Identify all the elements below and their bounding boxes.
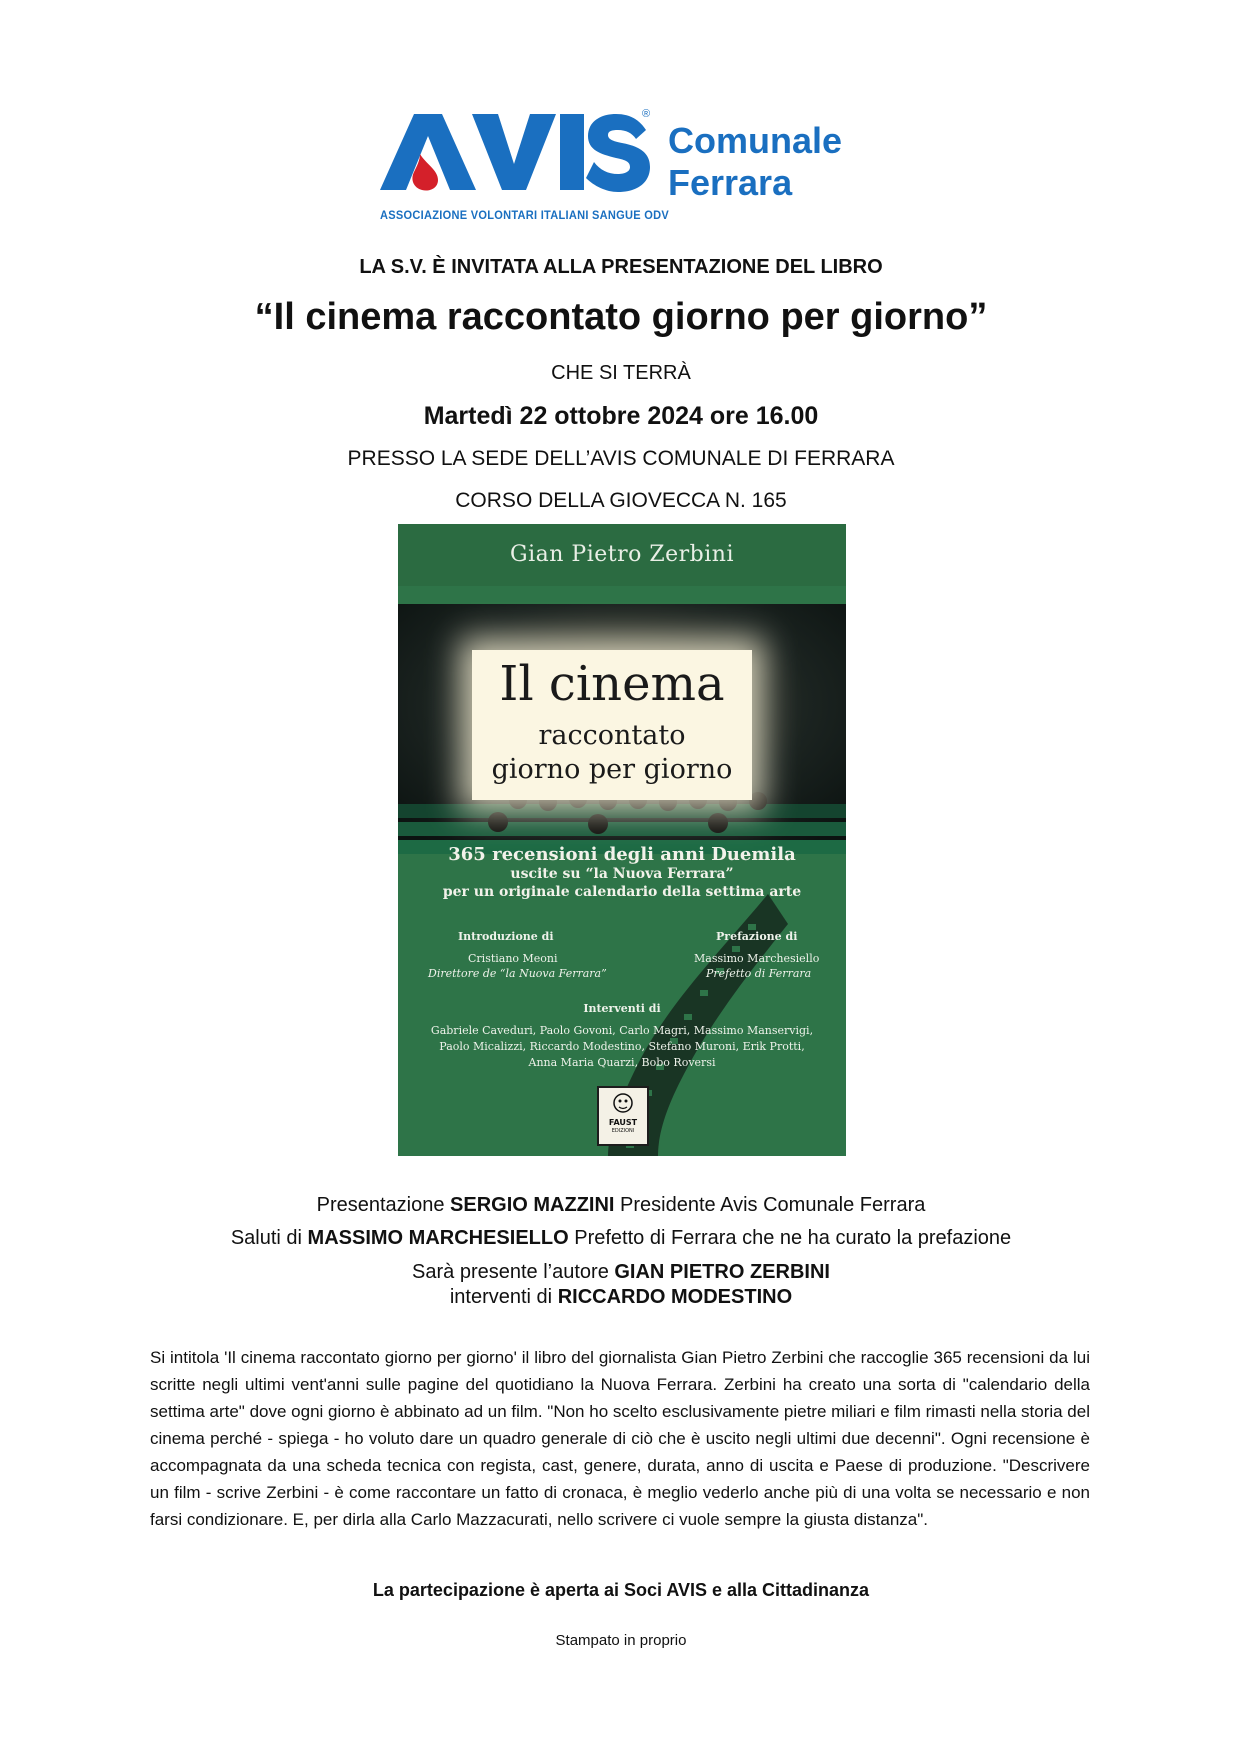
credit-person: MASSIMO MARCHESIELLO [307,1227,569,1249]
cinema-scene [398,604,846,854]
brand-org-name [668,120,842,204]
seat-row [398,804,846,818]
credit-autore [0,1261,1242,1284]
footer-note: Stampato in proprio [555,1632,687,1649]
avis-letter-i [560,114,584,190]
intro-label: Introduzione di [458,930,554,943]
credit-person: SERGIO MAZZINI [450,1194,615,1216]
credit-text: Saluti di [230,1227,308,1249]
preface-name: Massimo Marchesiello [694,952,820,965]
preface-role: Prefetto di Ferrara [706,967,812,980]
brand-fullname: ASSOCIAZIONE VOLONTARI ITALIANI SANGUE ODV [380,208,670,222]
interventi-line3: Anna Maria Quarzi, Bobo Roversi [528,1056,716,1069]
credit-text: Sarà presente l’autore [412,1261,615,1283]
interventi-line1: Gabriele Caveduri, Paolo Govoni, Carlo Magri, Massimo Manservigi, [430,1024,814,1037]
preface-label: Prefazione di [716,930,798,943]
brand-line1: Comunale [668,120,843,161]
interventi-label: Interventi di [583,1002,661,1015]
cover-subtitle2: uscite su “la Nuova Ferrara” [510,866,734,882]
credit-saluti [0,1227,1242,1250]
brand-line2: Ferrara [668,162,793,203]
closing-line: La partecipazione è aperta ai Soci AVIS e alla Cittadinanza [372,1580,870,1600]
publisher-logo [597,1086,649,1146]
avis-letter-s [586,114,650,192]
credit-text: Prefetto di Ferrara che ne ha curato la prefazione [568,1227,1012,1249]
registered-mark: ® [642,108,651,120]
interventi-line2: Paolo Micalizzi, Riccardo Modestino, Stefano Muroni, Erik Protti, [439,1040,805,1053]
che-si-terra: CHE SI TERRÀ [551,362,691,384]
credit-text: Presentazione [316,1194,451,1216]
seat-row [398,822,846,836]
cover-title-line3: giorno per giorno [491,754,733,785]
avis-letter-v [472,114,556,190]
event-address: CORSO DELLA GIOVECCA N. 165 [455,489,787,512]
publisher-name: FAUST [608,1118,638,1127]
invite-line: LA S.V. È INVITATA ALLA PRESENTAZIONE DEL LIBRO [359,256,883,278]
credit-presentazione [0,1194,1242,1217]
credit-person: GIAN PIETRO ZERBINI [614,1261,830,1283]
credit-text: Presidente Avis Comunale Ferrara [614,1194,926,1216]
book-title: “Il cinema raccontato giorno per giorno” [254,296,988,338]
intro-role: Direttore de “la Nuova Ferrara” [428,967,607,980]
credit-interventi [0,1286,1242,1309]
cover-subtitle1: 365 recensioni degli anni Duemila [448,844,796,865]
intro-name: Cristiano Meoni [468,952,558,965]
faust-mask-icon [599,1088,647,1118]
publisher-sub: EDIZIONI [611,1128,635,1134]
cinema-screen [472,650,752,800]
cover-title-line2: raccontato [538,720,686,751]
avis-logo [380,108,900,232]
credit-person: RICCARDO MODESTINO [557,1286,793,1308]
avis-logo-mark [380,112,650,192]
book-cover [398,524,846,1156]
event-date: Martedì 22 ottobre 2024 ore 16.00 [423,402,819,430]
credit-text: interventi di [449,1286,558,1308]
cover-author: Gian Pietro Zerbini [510,542,734,567]
description-paragraph: Si intitola 'Il cinema raccontato giorno per giorno' il libro del giornalista Gian Pietro Zerbini che raccoglie 365 recensioni da lui scritte negli ultimi vent'anni sulle pagine del quotidiano la Nuova Ferrara. Zerbini ha creato una sorta di "calendario della settima arte" dove ogni giorno è abbinato ad un film. "Non ho scelto esclusivamente pietre miliari e film rimasti nella storia del cinema perché - spiega - ho voluto dare un quadro generale di ciò che è uscito negli ultimi due decenni". Ogni recensione è accompagnata da una scheda tecnica con regista, cast, genere, durata, anno di uscita e Paese di produzione. "Descrivere un film - scrive Zerbini - è come raccontare un fatto di cronaca, è meglio vederlo anche più di una volta se necessario e non farsi condizionare. E, per dirla alla Carlo Mazzacurati, nello scrivere ci vuole sempre la giusta distanza". [150,1348,1090,1529]
event-place: PRESSO LA SEDE DELL’AVIS COMUNALE DI FERRARA [347,447,895,470]
cover-subtitle3: per un originale calendario della settima arte [442,884,802,900]
cover-title-line1: Il cinema [499,656,725,712]
